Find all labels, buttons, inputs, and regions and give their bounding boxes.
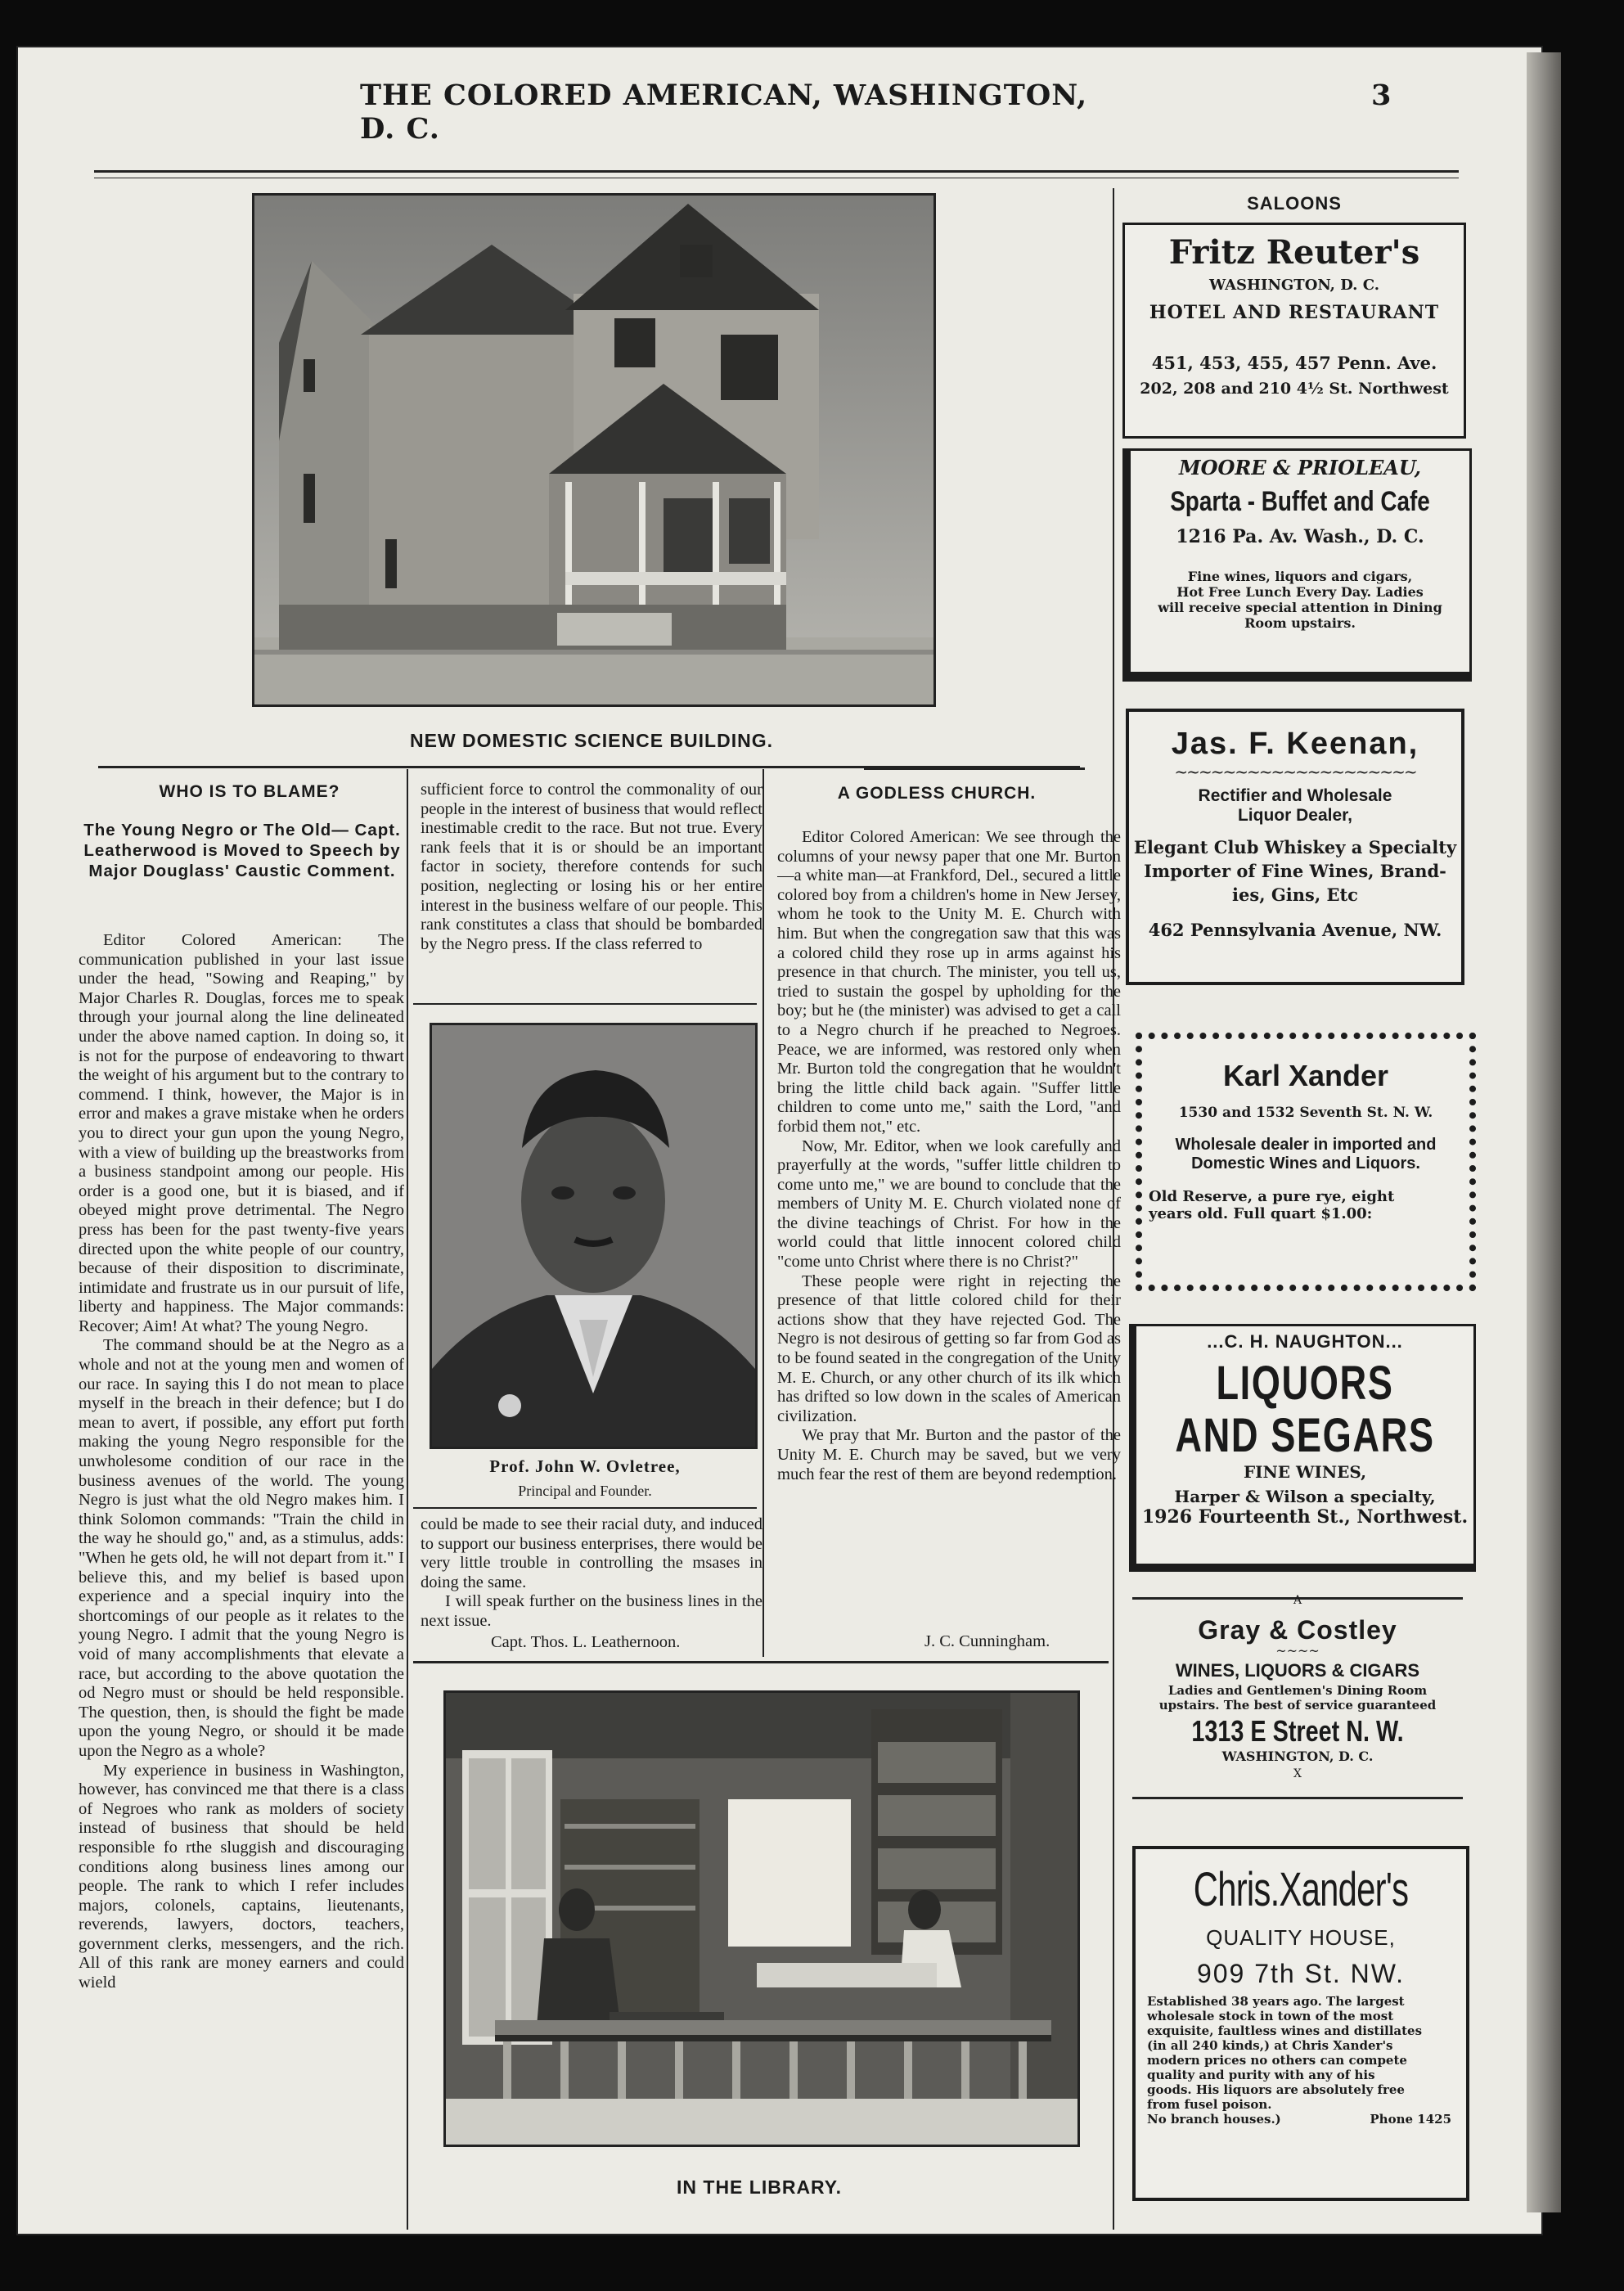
article1-continued-bottom-text: could be made to see their racial duty, and induced to support our business enterprises, there would be very little trouble in controlling the msases in doing the same.	[421, 1515, 763, 1591]
portrait-rule-bottom	[413, 1507, 757, 1509]
chris-line5: (in all 240 kinds,) at Chris Xander's	[1147, 2038, 1393, 2053]
article2-paragraph-4: We pray that Mr. Burton and the pastor of the Unity M. E. Church may be saved, but we very much fear the rest of them are beyond redemption.	[777, 1426, 1121, 1483]
keenan-line5: ies, Gins, Etc	[1232, 884, 1358, 905]
chris-phone: Phone 1425	[1370, 2112, 1451, 2127]
page-edge	[1527, 52, 1561, 2212]
moore-name: Sparta - Buffet and Cafe	[1170, 486, 1430, 517]
karl-addr: 1530 and 1532 Seventh St. N. W.	[1178, 1105, 1433, 1121]
article2-paragraph-2: Now, Mr. Editor, when we look carefully and prayerfully at the words, "suffer little children to come unto me," we are bound to conclude that the members of Unity M. E. Church violated none of the divine teachings of Christ. For how in the world could that little innocent colored child "come unto Christ where there is no Christ?"	[777, 1136, 1121, 1272]
article1-closing: I will speak further on the business lines in the next issue.	[421, 1592, 763, 1630]
keenan-line1: Rectifier and Wholesale	[1198, 786, 1392, 805]
top-photo-caption: NEW DOMESTIC SCIENCE BUILDING.	[409, 730, 773, 751]
masthead-title: THE COLORED AMERICAN, WASHINGTON, D. C.	[360, 79, 1088, 146]
portrait-name: Prof. John W. Ovletree,	[489, 1456, 681, 1476]
article1-paragraph-1: Editor Colored American: The communication published in your last issue under the head, "Sowing and Reaping," by Major Charles R. Douglas, forces me to speak through your journal along the line delineated under the above named caption. In doing so, it is not for the purpose of endeavoring to thwart the weight of his argument but to the contrary to commend. I think, however, the Major is in error and makes a grave mistake when he orders you to direct your gun upon the young Negro, with a view of building up the breastworks from a business standpoint among our people. His order is a good one, but it is biased, and if obeyed might prove detrimental. The Negro press has been for the past twenty-five years directed upon the white people of our country, because of their disposition to discriminate, intimidate and frustrate us in our pursuit of life, liberty and happiness. The Major commands: Recover; Aim! At what? The young Negro.	[79, 931, 404, 1335]
moore-line2: Hot Free Lunch Every Day. Ladies	[1176, 584, 1424, 600]
gray-addr: 1313 E Street N. W.	[1191, 1714, 1404, 1748]
chris-line2: Established 38 years ago. The largest	[1147, 1994, 1405, 2009]
article2-body	[777, 828, 1121, 1626]
naughton-wines: FINE WINES,	[1243, 1462, 1367, 1482]
article1-paragraph-3: My experience in business in Washington, however, has convinced me that there is a class of Negroes who rank as molders of society instead of business that should be held responsible fo rthe sluggish and discouraging conditions along business lines among our people. The rank to which I refer includes majors, colonels, captains, lieutenants, reverends, lawyers, doctors, teachers, government clerks, messengers, and the rich. All of this rank are money earners and could wield	[79, 1761, 404, 1992]
library-rule-top	[413, 1661, 1109, 1663]
article1-paragraph-2: The command should be at the Negro as a whole and not at the young men and women of our race. In saying this I do not mean to place myself in the breach in their defence; but I do mean to avert, if possible, any effort put forth making the young Negro responsible for the unwholesome condition of our race in the business avenues of the world. The young Negro is just what the old Negro makes him. I think Solomon commands: "Train the child in the way he should go," and, as a stimulus, adds: "When he gets old, he will not depart from it." I believe this, and my belief is based upon experience and a special inquiry into the shortcomings of our people as it relates to the young Negro. I admit that the young Negro is void of many accomplishments that elevate a race, but according to the above quotation the od Negro must or should be held responsible. The question, then, is should the fight be made upon the young Negro, or should it be made upon the Negro as a whole?	[79, 1336, 404, 1760]
naughton-name: ...C. H. NAUGHTON...	[1207, 1331, 1403, 1352]
keenan-line3: Elegant Club Whiskey a Specialty	[1133, 837, 1457, 857]
article2-rule	[864, 767, 1085, 770]
reuter-addr1: 451, 453, 455, 457 Penn. Ave.	[1151, 353, 1437, 373]
chris-line7: quality and purity with any of his	[1147, 2068, 1375, 2082]
article2-signature: J. C. Cunningham.	[924, 1632, 1050, 1650]
page-number: 3	[1371, 79, 1392, 112]
keenan-line4: Importer of Fine Wines, Brand-	[1144, 861, 1446, 881]
article2-paragraph-1: Editor Colored American: We see through the columns of your newsy paper that one Mr. Burton—a white man—at Frankford, Del., secured a little colored boy from a children's home in New Jersey, whom he took to the Unity M. E. Church with him. But when the congregation saw that this was a colored child they rose up in arms against his presence in that church. The minister, you tell us, tried to sustain the gospel by upholding for the boy; but he (the minister) was advised to get a call to a Negro church if he preached to Negroes. Peace, we are informed, was restored only when Mr. Burton told the congregation that he wouldn't bring the little child back again. "Suffer little children to come unto me," saith the Lord, "and forbid them not," etc.	[777, 828, 1121, 1136]
karl-line4: years old. Full quart $1.00:	[1149, 1205, 1373, 1222]
gray-ornament: ~~~~	[1275, 1643, 1320, 1659]
article1-headline: WHO IS TO BLAME?	[159, 782, 340, 801]
karl-name: Karl Xander	[1222, 1059, 1389, 1092]
ad-jas-keenan	[1126, 709, 1464, 985]
prof-ovletree-portrait	[430, 1023, 758, 1449]
article2-headline: A GODLESS CHURCH.	[837, 784, 1037, 803]
naughton-addr: 1926 Fourteenth St., Northwest.	[1141, 1506, 1469, 1528]
chris-line4: exquisite, faultless wines and distillates	[1147, 2023, 1423, 2038]
gray-rule-bottom	[1132, 1797, 1463, 1799]
karl-line3: Old Reserve, a pure rye, eight	[1149, 1188, 1395, 1205]
library-photo-caption: IN THE LIBRARY.	[677, 2176, 842, 2198]
keenan-line2: Liquor Dealer,	[1237, 806, 1353, 825]
naughton-segars: AND SEGARS	[1175, 1409, 1435, 1462]
reuter-name: Fritz Reuter's	[1168, 233, 1420, 272]
keenan-name: Jas. F. Keenan,	[1171, 727, 1419, 761]
chris-line9: from fusel poison.	[1147, 2097, 1272, 2112]
article1-subhead: The Young Negro or The Old— Capt. Leatherwood is Moved to Speech by Major Douglass' Caustic Comment.	[83, 821, 401, 880]
karl-line1: Wholesale dealer in imported and	[1175, 1136, 1437, 1154]
karl-line2: Domestic Wines and Liquors.	[1191, 1155, 1420, 1173]
moore-addr: 1216 Pa. Av. Wash., D. C.	[1176, 526, 1424, 547]
gray-top-mark: A	[1293, 1594, 1302, 1607]
reuter-city: WASHINGTON, D. C.	[1209, 277, 1379, 294]
masthead-rule	[94, 170, 1459, 173]
ad-karl-xander	[1136, 1033, 1476, 1291]
column-divider-2	[763, 769, 764, 1657]
chris-footer	[1136, 2112, 1466, 2127]
keenan-ornament: ~~~~~~~~~~~~~~~~~~~~	[1174, 762, 1416, 781]
chris-quality: QUALITY HOUSE,	[1206, 1925, 1396, 1950]
article1-continued-top	[421, 781, 763, 995]
chris-line6: modern prices no others can compete	[1147, 2053, 1407, 2068]
domestic-science-building-photo	[252, 193, 936, 707]
chris-branches: No branch houses.)	[1147, 2112, 1281, 2127]
chris-line8: goods. His liquors are absolutely free	[1147, 2082, 1405, 2097]
gray-line2: Ladies and Gentlemen's Dining Room	[1167, 1683, 1428, 1698]
saloons-heading: SALOONS	[1247, 193, 1342, 214]
reuter-addr2: 202, 208 and 210 4½ St. Northwest	[1140, 380, 1449, 398]
column-divider-1	[407, 769, 408, 2230]
article1-column-1	[79, 931, 404, 2232]
reuter-type: HOTEL AND RESTAURANT	[1149, 302, 1440, 323]
article1-continued-text: sufficient force to control the commonality of our people in the interest of business that would reflect inestimable credit to the race. But not true. Every rank feels that it is or should be an important factor in society, therefore contends for such position, neglecting or losing his or her entire interest in the business welfare of our people. This rank constitutes a class that should be bombarded by the Negro press. If the class referred to	[421, 781, 763, 953]
gray-line3: upstairs. The best of service guaranteed	[1158, 1698, 1437, 1713]
keenan-addr: 462 Pennsylvania Avenue, NW.	[1148, 920, 1442, 940]
naughton-liquors: LIQUORS	[1216, 1357, 1394, 1410]
naughton-line4: Harper & Wilson a specialty,	[1174, 1487, 1436, 1506]
gray-line1: WINES, LIQUORS & CIGARS	[1175, 1660, 1420, 1681]
gray-bottom-mark: X	[1293, 1767, 1302, 1780]
portrait-rule-top	[413, 1003, 757, 1005]
chris-line3: wholesale stock in town of the most	[1147, 2009, 1394, 2023]
ad-naughton	[1129, 1324, 1476, 1572]
moore-line1: Fine wines, liquors and cigars,	[1187, 569, 1413, 584]
chris-addr: 909 7th St. NW.	[1196, 1959, 1406, 1988]
moore-line3: will receive special attention in Dining	[1158, 600, 1442, 615]
moore-owners: MOORE & PRIOLEAU,	[1179, 456, 1421, 479]
article2-paragraph-3: These people were right in rejecting the presence of that little colored child for their actions show that they have rejected God. The Negro is not desirous of getting so far from God as to be found seated in the congregation of the Unity M. E. Church, or any other church of its ilk which has drifted so low down in the scales of American civilization.	[777, 1272, 1121, 1425]
moore-line4: Room upstairs.	[1244, 615, 1356, 631]
ad-moore-prioleau	[1122, 448, 1472, 682]
portrait-title: Principal and Founder.	[518, 1483, 652, 1499]
article1-signature: Capt. Thos. L. Leathernoon.	[491, 1633, 681, 1651]
gray-name: Gray & Costley	[1198, 1615, 1397, 1645]
gray-city: WASHINGTON, D. C.	[1221, 1749, 1374, 1764]
ad-fritz-reuter	[1122, 223, 1466, 439]
ad-chris-xander	[1132, 1846, 1469, 2201]
chris-name: Chris.Xander's	[1193, 1863, 1409, 1916]
ad-gray-costley	[1132, 1592, 1463, 1797]
library-photo	[443, 1690, 1080, 2147]
